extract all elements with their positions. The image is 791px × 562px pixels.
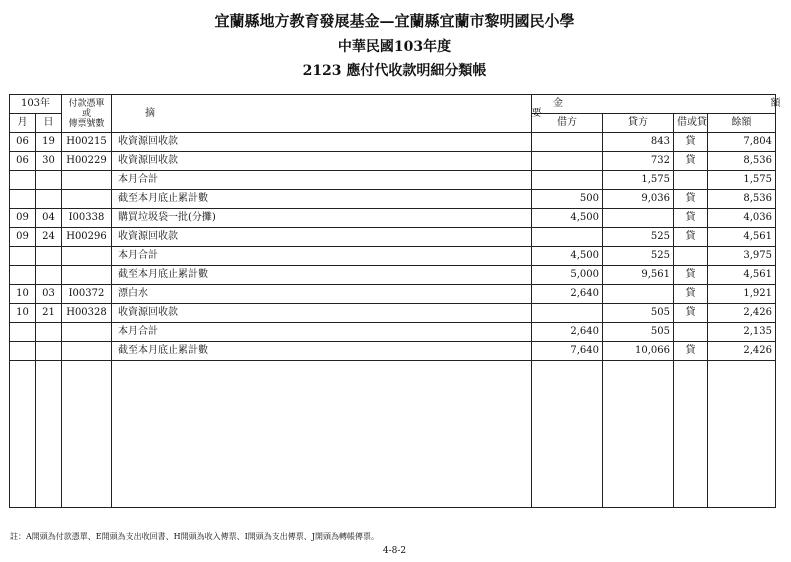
voucher-cell: I00372 (62, 285, 112, 304)
ledger-row (10, 171, 776, 190)
debit-cell (532, 228, 603, 247)
dc-cell: 貸 (674, 209, 708, 228)
voucher-cell (62, 323, 112, 342)
month-cell (10, 171, 36, 190)
day-cell: 21 (36, 304, 62, 323)
empty-cell (62, 361, 112, 508)
ledger-row (10, 209, 776, 228)
summary-cell: 本月合計 (112, 171, 532, 190)
ledger-table (9, 94, 781, 508)
credit-cell: 732 (603, 152, 674, 171)
fund-title: 宜蘭縣地方教育發展基金—宜蘭縣宜蘭市黎明國民小學 (214, 12, 575, 30)
empty-cell (532, 361, 603, 508)
debit-cell: 2,640 (532, 285, 603, 304)
debit-cell: 500 (532, 190, 603, 209)
month-cell: 10 (10, 285, 36, 304)
day-cell (36, 190, 62, 209)
balance-cell: 2,135 (708, 323, 776, 342)
dc-cell (674, 247, 708, 266)
debit-cell: 4,500 (532, 209, 603, 228)
credit-header: 貸方 (603, 114, 674, 133)
credit-cell: 10,066 (603, 342, 674, 361)
month-cell (10, 342, 36, 361)
credit-cell (603, 285, 674, 304)
debit-cell: 7,640 (532, 342, 603, 361)
ledger-row (10, 247, 776, 266)
voucher-cell (62, 190, 112, 209)
month-cell: 06 (10, 133, 36, 152)
empty-cell (708, 361, 776, 508)
balance-cell: 2,426 (708, 342, 776, 361)
month-cell (10, 190, 36, 209)
day-cell (36, 247, 62, 266)
day-cell: 30 (36, 152, 62, 171)
voucher-cell (62, 266, 112, 285)
summary-header (112, 95, 542, 133)
month-cell (10, 323, 36, 342)
ledger-row (10, 323, 776, 342)
summary-cell: 收資源回收款 (112, 133, 532, 152)
day-cell (36, 171, 62, 190)
ledger-row (10, 304, 776, 323)
year-header: 103年 (10, 95, 62, 114)
credit-cell: 505 (603, 323, 674, 342)
debit-cell: 5,000 (532, 266, 603, 285)
balance-cell: 4,561 (708, 228, 776, 247)
day-cell (36, 342, 62, 361)
debit-cell: 2,640 (532, 323, 603, 342)
ledger-row (10, 228, 776, 247)
debit-cell (532, 304, 603, 323)
voucher-cell: I00338 (62, 209, 112, 228)
dc-cell: 貸 (674, 285, 708, 304)
month-cell: 09 (10, 209, 36, 228)
credit-cell: 1,575 (603, 171, 674, 190)
fiscal-year-title: 中華民國103年度 (337, 39, 452, 55)
voucher-header: 付款憑單 或 傳票號數 (62, 95, 112, 133)
dc-cell (674, 323, 708, 342)
empty-cell (674, 361, 708, 508)
summary-cell: 截至本月底止累計數 (112, 266, 532, 285)
page-number: 4-8-2 (382, 546, 407, 556)
balance-cell: 4,561 (708, 266, 776, 285)
summary-cell: 截至本月底止累計數 (112, 190, 532, 209)
day-cell: 03 (36, 285, 62, 304)
dc-header: 借或貸 (674, 114, 708, 133)
voucher-cell (62, 247, 112, 266)
credit-cell: 525 (603, 228, 674, 247)
summary-header-a: 摘 (145, 107, 155, 119)
month-cell (10, 266, 36, 285)
dc-cell: 貸 (674, 342, 708, 361)
ledger-body (10, 133, 776, 508)
amount-header-a: 金 (553, 98, 563, 109)
day-cell (36, 323, 62, 342)
summary-cell: 收資源回收款 (112, 304, 532, 323)
day-cell: 19 (36, 133, 62, 152)
dc-cell: 貸 (674, 190, 708, 209)
month-cell (10, 247, 36, 266)
ledger-row (10, 342, 776, 361)
debit-cell (532, 133, 603, 152)
day-cell: 04 (36, 209, 62, 228)
dc-cell: 貸 (674, 152, 708, 171)
empty-cell (10, 361, 36, 508)
balance-cell: 8,536 (708, 152, 776, 171)
balance-cell: 1,921 (708, 285, 776, 304)
summary-cell: 本月合計 (112, 247, 532, 266)
balance-cell: 4,036 (708, 209, 776, 228)
ledger-row (10, 152, 776, 171)
summary-cell: 收資源回收款 (112, 152, 532, 171)
dc-cell: 貸 (674, 304, 708, 323)
dc-cell (674, 171, 708, 190)
voucher-cell: H00328 (62, 304, 112, 323)
empty-cell (112, 361, 532, 508)
voucher-cell: H00215 (62, 133, 112, 152)
empty-cell (36, 361, 62, 508)
credit-cell: 9,036 (603, 190, 674, 209)
balance-cell: 7,804 (708, 133, 776, 152)
amount-header (532, 95, 781, 114)
empty-cell (603, 361, 674, 508)
summary-cell: 購買垃圾袋一批(分攤) (112, 209, 532, 228)
debit-cell (532, 171, 603, 190)
ledger-row (10, 285, 776, 304)
footnote: 註：A開頭為付款憑單、E開頭為支出收回書、H開頭為收入傳票、I開頭為支出傳票、J開頭為轉帳傳票。 (10, 532, 379, 541)
debit-cell: 4,500 (532, 247, 603, 266)
month-cell: 10 (10, 304, 36, 323)
balance-cell: 2,426 (708, 304, 776, 323)
credit-cell (603, 209, 674, 228)
month-cell: 09 (10, 228, 36, 247)
debit-header: 借方 (532, 114, 603, 133)
voucher-cell (62, 342, 112, 361)
balance-header: 餘額 (708, 114, 776, 133)
summary-cell: 漂白水 (112, 285, 532, 304)
summary-cell: 本月合計 (112, 323, 532, 342)
summary-cell: 收資源回收款 (112, 228, 532, 247)
dc-cell: 貸 (674, 228, 708, 247)
month-cell: 06 (10, 152, 36, 171)
voucher-cell: H00229 (62, 152, 112, 171)
summary-header-b: 要 (531, 107, 542, 119)
empty-filler-row (10, 361, 776, 508)
credit-cell: 525 (603, 247, 674, 266)
voucher-cell (62, 171, 112, 190)
voucher-cell: H00296 (62, 228, 112, 247)
ledger-title: 2123 應付代收款明細分類帳 (302, 63, 487, 79)
day-header: 日 (36, 114, 62, 133)
month-header: 月 (10, 114, 36, 133)
credit-cell: 505 (603, 304, 674, 323)
debit-cell (532, 152, 603, 171)
day-cell (36, 266, 62, 285)
dc-cell: 貸 (674, 133, 708, 152)
credit-cell: 843 (603, 133, 674, 152)
ledger-row (10, 266, 776, 285)
ledger-row (10, 133, 776, 152)
ledger-row (10, 190, 776, 209)
balance-cell: 1,575 (708, 171, 776, 190)
balance-cell: 3,975 (708, 247, 776, 266)
dc-cell: 貸 (674, 266, 708, 285)
amount-header-b: 額 (770, 98, 781, 109)
credit-cell: 9,561 (603, 266, 674, 285)
summary-cell: 截至本月底止累計數 (112, 342, 532, 361)
balance-cell: 8,536 (708, 190, 776, 209)
day-cell: 24 (36, 228, 62, 247)
